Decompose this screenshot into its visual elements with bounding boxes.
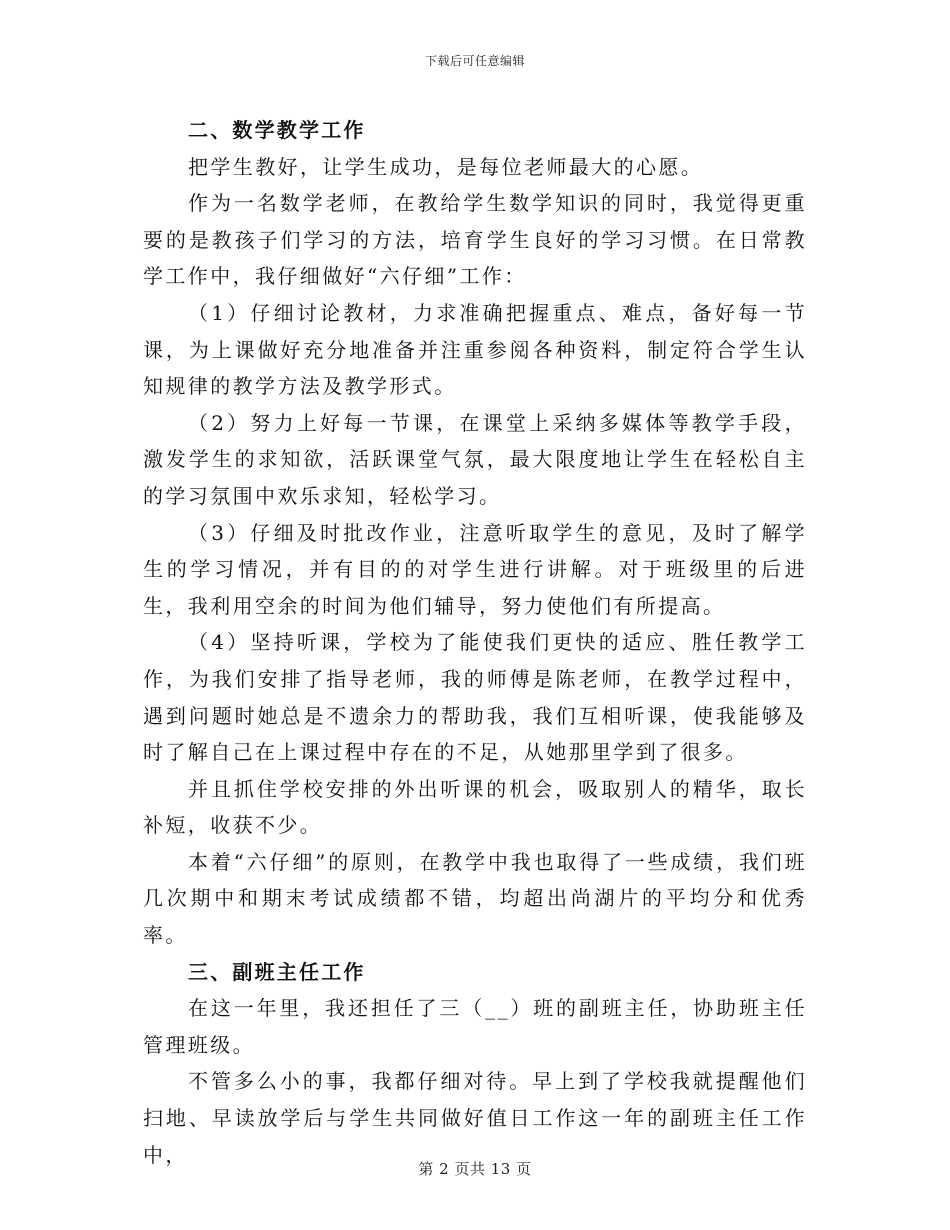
- paragraph: 把学生教好，让学生成功，是每位老师最大的心愿。: [188, 154, 704, 179]
- list-item: （3）仔细及时批改作业，注意听取学生的意见，及时了解学生的学习情况，并有目的的对学生进行讲解。对于班级里的后进生，我利用空余的时间为他们辅导，努力使他们有所提高。: [143, 520, 807, 618]
- paragraph: 本着“六仔细”的原则，在教学中我也取得了一些成绩，我们班几次期中和期末考试成绩都不错，均超出尚湖片的平均分和优秀率。: [143, 849, 807, 948]
- list-item: （4）坚持听课，学校为了能使我们更快的适应、胜任教学工作，为我们安排了指导老师，我的师傅是陈老师，在教学过程中，遇到问题时她总是不遗余力的帮助我，我们互相听课，使我能够及时了解自己在上课过程中存在的不足，从她那里学到了很多。: [143, 630, 807, 765]
- section-heading-deputy-head-teacher: 三、副班主任工作: [188, 959, 366, 984]
- paragraph: 作为一名数学老师，在教给学生数学知识的同时，我觉得更重要的是教孩子们学习的方法，培育学生良好的学习习惯。在日常教学工作中，我仔细做好“六仔细”工作：: [143, 191, 807, 289]
- list-item: （1）仔细讨论教材，力求准确把握重点、难点，备好每一节课，为上课做好充分地准备并注重参阅各种资料，制定符合学生认知规律的教学方法及教学形式。: [143, 300, 807, 399]
- paragraph: 在这一年里，我还担任了三（__）班的副班主任，协助班主任管理班级。: [143, 996, 807, 1057]
- list-item: （2）努力上好每一节课，在课堂上采纳多媒体等教学手段，激发学生的求知欲，活跃课堂气氛，最大限度地让学生在轻松自主的学习氛围中欢乐求知，轻松学习。: [143, 410, 807, 508]
- page-header-note: 下载后可任意编辑: [424, 54, 525, 68]
- paragraph: 不管多么小的事，我都仔细对待。早上到了学校我就提醒他们扫地、早读放学后与学生共同做好值日工作这一年的副班主任工作中，: [143, 1069, 807, 1167]
- page-number: 第 2 页共 13 页: [418, 1160, 532, 1178]
- paragraph: 并且抓住学校安排的外出听课的机会，吸取别人的精华，取长补短，收获不少。: [143, 776, 807, 838]
- document-body: [143, 112, 807, 1173]
- section-heading-math-teaching: 二、数学教学工作: [188, 118, 366, 142]
